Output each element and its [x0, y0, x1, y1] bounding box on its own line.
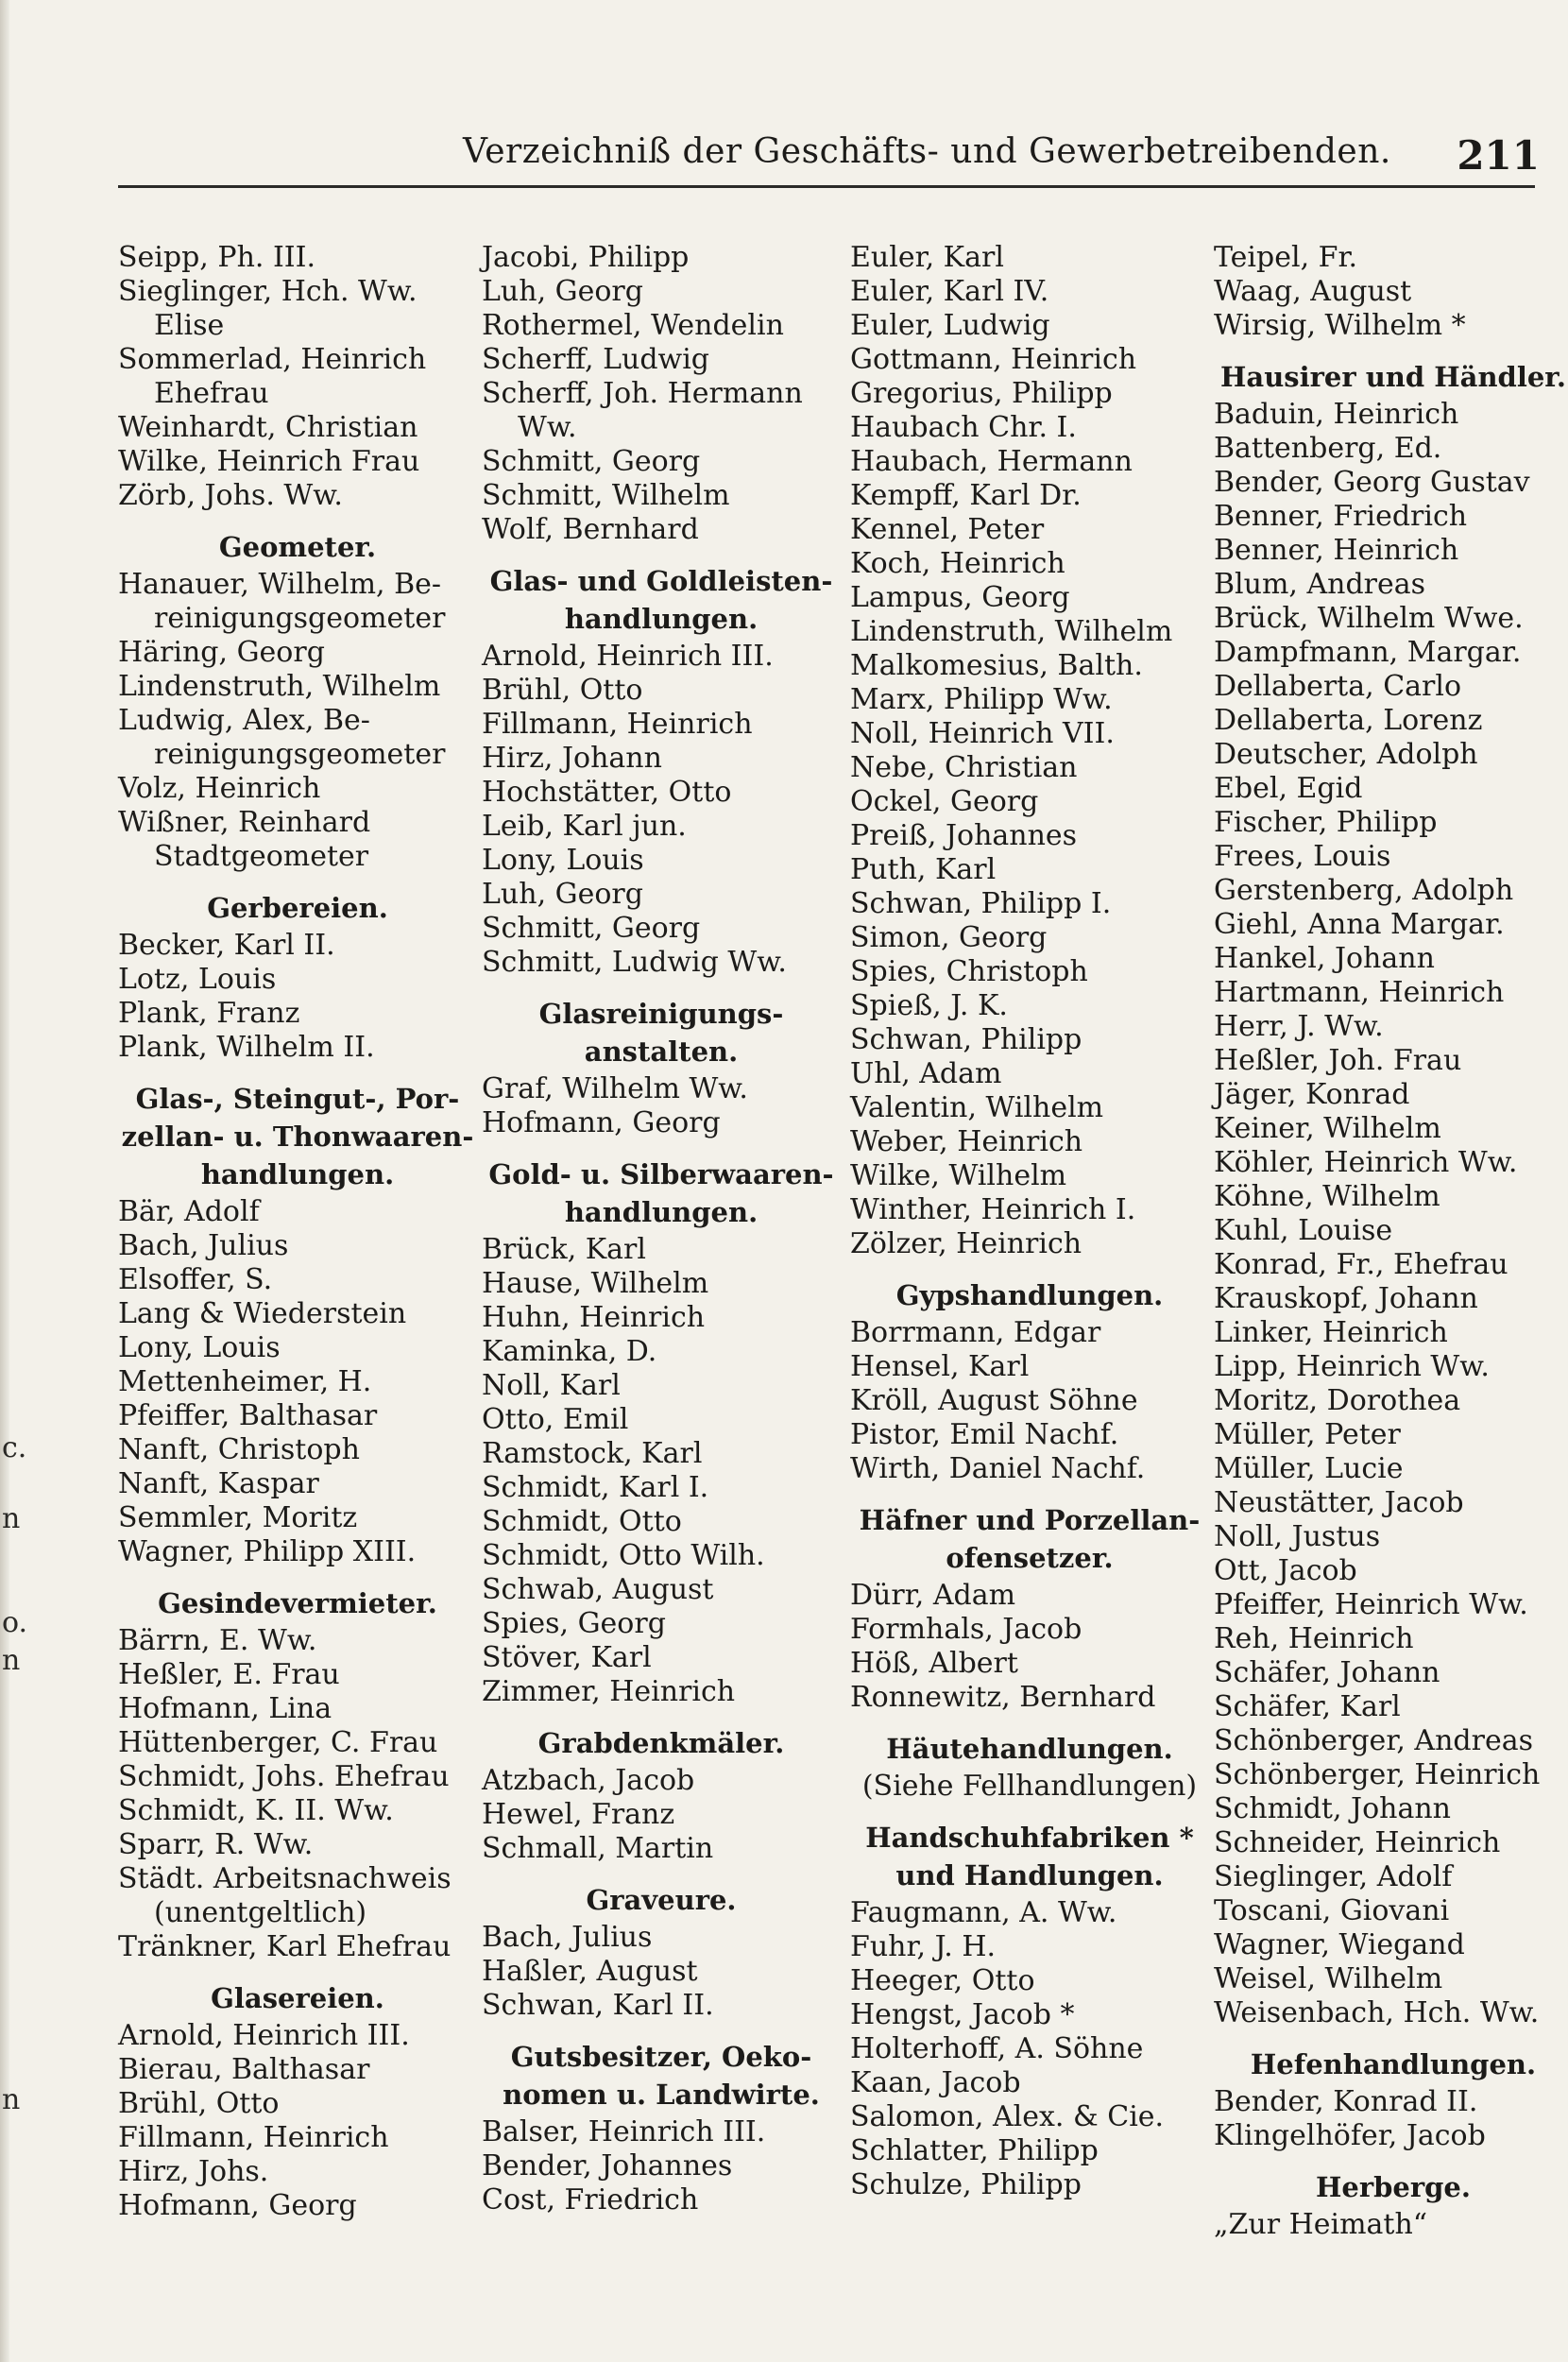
directory-entry: Schwan, Philipp I.: [850, 887, 1112, 920]
directory-entry: Leib, Karl jun.: [482, 810, 687, 843]
directory-entry: Hirz, Johann: [482, 742, 662, 775]
directory-entry: Schmidt, K. II. Ww.: [118, 1794, 394, 1827]
directory-entry: Schönberger, Heinrich: [1214, 1758, 1541, 1791]
category-heading: Grabdenkmäler.: [537, 1727, 785, 1759]
directory-entry: Uhl, Adam: [850, 1057, 1002, 1090]
directory-entry: Tränkner, Karl Ehefrau: [118, 1930, 452, 1963]
directory-entry: Spies, Christoph: [850, 955, 1088, 988]
directory-entry: Simon, Georg: [850, 921, 1048, 954]
directory-entry: Schwan, Philipp: [850, 1023, 1082, 1056]
directory-entry: Brühl, Otto: [482, 674, 643, 707]
directory-entry-continuation: reinigungsgeometer: [154, 738, 446, 771]
category-heading: Hefenhandlungen.: [1250, 2048, 1537, 2080]
directory-entry: Wißner, Reinhard: [118, 806, 371, 839]
directory-entry: Hofmann, Georg: [482, 1106, 721, 1139]
directory-column-3: [850, 241, 1209, 2202]
directory-entry: Lipp, Heinrich Ww.: [1214, 1350, 1490, 1383]
directory-entry: Toscani, Giovani: [1214, 1894, 1450, 1927]
directory-entry: Noll, Heinrich VII.: [850, 717, 1115, 750]
page-number: 211: [1457, 132, 1540, 179]
directory-entry: Sieglinger, Adolf: [1214, 1860, 1453, 1893]
directory-entry: Waag, August: [1214, 275, 1412, 308]
directory-entry: Heßler, E. Frau: [118, 1658, 340, 1691]
category-heading: anstalten.: [584, 1036, 739, 1068]
directory-entry: Schäfer, Karl: [1214, 1690, 1401, 1723]
directory-entry: Benner, Heinrich: [1214, 534, 1459, 567]
directory-entry: Atzbach, Jacob: [482, 1764, 695, 1797]
directory-entry: Otto, Emil: [482, 1403, 629, 1436]
directory-entry: Linker, Heinrich: [1214, 1316, 1448, 1349]
directory-entry: Rothermel, Wendelin: [482, 309, 784, 342]
directory-entry: Bierau, Balthasar: [118, 2053, 370, 2086]
directory-entry: Noll, Justus: [1214, 1520, 1381, 1553]
directory-entry: Weber, Heinrich: [850, 1125, 1083, 1158]
directory-entry: Graf, Wilhelm Ww.: [482, 1072, 748, 1105]
directory-entry: Bach, Julius: [482, 1921, 653, 1954]
directory-entry: Bach, Julius: [118, 1229, 289, 1262]
category-heading: Häfner und Porzellan-: [859, 1504, 1201, 1536]
directory-entry: Gerstenberg, Adolph: [1214, 874, 1514, 907]
directory-column-1: [118, 241, 477, 2223]
directory-entry: Cost, Friedrich: [482, 2183, 699, 2217]
category-heading: Hausirer und Händler.: [1220, 361, 1566, 393]
directory-entry: Fillmann, Heinrich: [482, 708, 753, 741]
directory-entry: Haßler, August: [482, 1955, 698, 1988]
margin-fragment: o.: [2, 1606, 28, 1639]
category-heading: Gypshandlungen.: [895, 1279, 1164, 1311]
directory-entry: Faugmann, A. Ww.: [850, 1896, 1117, 1929]
margin-fragment: n: [2, 1502, 21, 1535]
directory-entry: Brück, Wilhelm Wwe.: [1214, 602, 1524, 635]
directory-entry: Heeger, Otto: [850, 1964, 1035, 1997]
directory-entry: Schwan, Karl II.: [482, 1989, 714, 2022]
directory-entry: Baduin, Heinrich: [1214, 398, 1459, 431]
directory-entry: Euler, Ludwig: [850, 309, 1050, 342]
directory-entry: Pfeiffer, Balthasar: [118, 1399, 378, 1432]
directory-entry: Gottmann, Heinrich: [850, 343, 1137, 376]
directory-entry: Teipel, Fr.: [1214, 241, 1358, 274]
directory-entry: Bär, Adolf: [118, 1195, 260, 1228]
category-heading: Glasreinigungs-: [538, 998, 784, 1030]
directory-entry: Wirsig, Wilhelm *: [1214, 309, 1466, 342]
category-heading: Glasereien.: [211, 1982, 384, 2014]
directory-entry: Schmall, Martin: [482, 1832, 714, 1865]
directory-entry: Kennel, Peter: [850, 513, 1045, 546]
category-heading: Gerbereien.: [207, 892, 388, 924]
directory-entry: Schmidt, Otto: [482, 1505, 682, 1538]
directory-entry: Benner, Friedrich: [1214, 500, 1468, 533]
directory-entry: Herr, J. Ww.: [1214, 1010, 1384, 1043]
directory-entry: Hochstätter, Otto: [482, 776, 732, 809]
directory-entry: Brück, Karl: [482, 1233, 646, 1266]
category-heading: Graveure.: [586, 1884, 737, 1916]
directory-entry: Schmitt, Georg: [482, 912, 701, 945]
directory-entry: Wagner, Wiegand: [1214, 1928, 1465, 1961]
directory-entry: Moritz, Dorothea: [1214, 1384, 1461, 1417]
directory-entry: Häring, Georg: [118, 636, 325, 669]
directory-column-4: [1214, 241, 1568, 2242]
directory-entry: Kaminka, D.: [482, 1335, 657, 1368]
directory-entry: Koch, Heinrich: [850, 547, 1065, 580]
category-heading: handlungen.: [200, 1158, 395, 1190]
directory-entry: Nanft, Kaspar: [118, 1467, 319, 1500]
directory-entry: Schäfer, Johann: [1214, 1656, 1440, 1689]
directory-entry: Schmitt, Ludwig Ww.: [482, 946, 787, 979]
directory-entry: Neustätter, Jacob: [1214, 1486, 1464, 1519]
directory-entry: Bender, Johannes: [482, 2149, 733, 2182]
directory-entry: Volz, Heinrich: [118, 772, 321, 805]
directory-entry: Lony, Louis: [482, 844, 644, 877]
margin-fragment: c.: [2, 1431, 27, 1464]
directory-entry: Luh, Georg: [482, 275, 643, 308]
directory-entry: Malkomesius, Balth.: [850, 649, 1143, 682]
page-header: [463, 132, 1540, 189]
directory-entry: Stöver, Karl: [482, 1641, 652, 1674]
directory-entry: Bärrn, E. Ww.: [118, 1624, 317, 1657]
directory-entry: Bender, Georg Gustav: [1214, 466, 1530, 499]
directory-entry: Spieß, J. K.: [850, 989, 1008, 1022]
margin-fragment: n: [2, 2083, 21, 2116]
category-heading: zellan- u. Thonwaaren-: [121, 1121, 474, 1153]
directory-entry: Semmler, Moritz: [118, 1501, 358, 1534]
category-heading: Häutehandlungen.: [886, 1733, 1173, 1765]
directory-entry: Arnold, Heinrich III.: [118, 2019, 410, 2052]
directory-entry: Dampfmann, Margar.: [1214, 636, 1522, 669]
directory-entry: Zölzer, Heinrich: [850, 1227, 1082, 1260]
directory-entry: Ramstock, Karl: [482, 1437, 703, 1470]
directory-entry: Wagner, Philipp XIII.: [118, 1535, 417, 1568]
directory-entry: Weinhardt, Christian: [118, 411, 418, 444]
directory-entry: Jäger, Konrad: [1214, 1078, 1410, 1111]
directory-entry: Schönberger, Andreas: [1214, 1724, 1533, 1757]
directory-entry: Schmidt, Johann: [1214, 1792, 1451, 1825]
directory-entry: Reh, Heinrich: [1214, 1622, 1414, 1655]
category-heading: Gutsbesitzer, Oeko-: [510, 2041, 812, 2073]
directory-entry: Weisel, Wilhelm: [1214, 1962, 1443, 1995]
directory-entry: Schmidt, Otto Wilh.: [482, 1539, 765, 1572]
directory-entry-continuation: Ehefrau: [154, 377, 269, 410]
directory-entry: Haubach Chr. I.: [850, 411, 1077, 444]
directory-entry: Dellaberta, Carlo: [1214, 670, 1462, 703]
directory-entry: Becker, Karl II.: [118, 929, 335, 962]
directory-entry: Hartmann, Heinrich: [1214, 976, 1505, 1009]
directory-entry: Haubach, Hermann: [850, 445, 1133, 478]
directory-entry: Luh, Georg: [482, 878, 643, 911]
directory-entry: Klingelhöfer, Jacob: [1214, 2119, 1486, 2152]
directory-entry: Balser, Heinrich III.: [482, 2115, 766, 2148]
directory-entry: Hofmann, Georg: [118, 2189, 357, 2222]
directory-entry: Sommerlad, Heinrich: [118, 343, 427, 376]
directory-entry: Müller, Lucie: [1214, 1452, 1404, 1485]
directory-entry: Formhals, Jacob: [850, 1613, 1082, 1646]
directory-entry: Wolf, Bernhard: [482, 513, 699, 546]
header-rule: [118, 185, 1535, 188]
category-heading: Gesindevermieter.: [158, 1587, 437, 1619]
directory-entry: Müller, Peter: [1214, 1418, 1401, 1451]
directory-entry: Scherff, Joh. Hermann: [482, 377, 803, 410]
directory-entry-continuation: (unentgeltlich): [154, 1896, 367, 1929]
directory-entry: Holterhoff, A. Söhne: [850, 2032, 1144, 2065]
directory-entry: Lang & Wiederstein: [118, 1297, 407, 1330]
category-heading: Handschuhfabriken *: [865, 1822, 1194, 1854]
directory-entry: Ludwig, Alex, Be-: [118, 704, 370, 737]
directory-entry: Hofmann, Lina: [118, 1692, 332, 1725]
directory-entry: Kröll, August Söhne: [850, 1384, 1138, 1417]
directory-entry: Plank, Franz: [118, 997, 300, 1030]
directory-entry: Giehl, Anna Margar.: [1214, 908, 1505, 941]
directory-entry: Zimmer, Heinrich: [482, 1675, 736, 1708]
directory-entry: Hankel, Johann: [1214, 942, 1435, 975]
directory-entry: Ronnewitz, Bernhard: [850, 1681, 1156, 1714]
directory-entry: Preiß, Johannes: [850, 819, 1078, 852]
category-heading: nomen u. Landwirte.: [503, 2079, 820, 2111]
directory-entry: Pistor, Emil Nachf.: [850, 1418, 1119, 1451]
directory-entry: Hüttenberger, C. Frau: [118, 1726, 438, 1759]
directory-entry: Schmitt, Wilhelm: [482, 479, 730, 512]
category-heading: handlungen.: [564, 1196, 758, 1228]
directory-entry: Sparr, R. Ww.: [118, 1828, 314, 1861]
directory-entry: Wilke, Heinrich Frau: [118, 445, 420, 478]
category-heading: Gold- u. Silberwaaren-: [488, 1158, 834, 1190]
directory-entry: Schmidt, Karl I.: [482, 1471, 709, 1504]
directory-entry: Hensel, Karl: [850, 1350, 1030, 1383]
directory-entry: Puth, Karl: [850, 853, 997, 886]
directory-entry: Ockel, Georg: [850, 785, 1039, 818]
directory-entry: Schwab, August: [482, 1573, 714, 1606]
directory-entry: Hause, Wilhelm: [482, 1267, 709, 1300]
directory-entry: Pfeiffer, Heinrich Ww.: [1214, 1588, 1528, 1621]
directory-entry: Schlatter, Philipp: [850, 2134, 1099, 2167]
directory-entry: Wirth, Daniel Nachf.: [850, 1452, 1146, 1485]
page-title: Verzeichniß der Geschäfts- und Gewerbetreibenden.: [463, 132, 1391, 171]
directory-entry: Mettenheimer, H.: [118, 1365, 372, 1398]
directory-entry: Euler, Karl IV.: [850, 275, 1049, 308]
directory-entry: Zörb, Johs. Ww.: [118, 479, 343, 512]
directory-entry: Arnold, Heinrich III.: [482, 640, 774, 673]
directory-entry: Blum, Andreas: [1214, 568, 1426, 601]
category-heading: Herberge.: [1316, 2171, 1471, 2203]
directory-entry: Städt. Arbeitsnachweis: [118, 1862, 452, 1895]
directory-entry: Hewel, Franz: [482, 1798, 675, 1831]
directory-entry: Fuhr, J. H.: [850, 1930, 997, 1963]
directory-entry: Schmitt, Georg: [482, 445, 701, 478]
directory-entry: Ebel, Egid: [1214, 772, 1363, 805]
directory-entry: Winther, Heinrich I.: [850, 1193, 1136, 1226]
directory-entry: Battenberg, Ed.: [1214, 432, 1442, 465]
directory-entry: Keiner, Wilhelm: [1214, 1112, 1441, 1145]
directory-entry: Hengst, Jacob *: [850, 1998, 1075, 2031]
directory-entry-continuation: Stadtgeometer: [154, 840, 369, 873]
category-heading: ofensetzer.: [946, 1542, 1114, 1574]
directory-entry: Sieglinger, Hch. Ww.: [118, 275, 418, 308]
directory-entry: Lotz, Louis: [118, 963, 277, 996]
directory-entry: Plank, Wilhelm II.: [118, 1031, 375, 1064]
directory-entry: Lampus, Georg: [850, 581, 1070, 614]
directory-entry: Lindenstruth, Wilhelm: [850, 615, 1173, 648]
directory-entry: Scherff, Ludwig: [482, 343, 710, 376]
directory-entry: Huhn, Heinrich: [482, 1301, 706, 1334]
directory-entry: Seipp, Ph. III.: [118, 241, 316, 274]
directory-entry: Frees, Louis: [1214, 840, 1391, 873]
directory-entry: Köhler, Heinrich Ww.: [1214, 1146, 1518, 1179]
directory-entry: Weisenbach, Hch. Ww.: [1214, 1996, 1540, 2029]
directory-entry: Konrad, Fr., Ehefrau: [1214, 1248, 1508, 1281]
margin-fragment: n: [2, 1644, 21, 1677]
directory-entry: Valentin, Wilhelm: [850, 1091, 1104, 1124]
directory-entry: Höß, Albert: [850, 1647, 1018, 1680]
directory-entry: Köhne, Wilhelm: [1214, 1180, 1440, 1213]
directory-entry: „Zur Heimath“: [1214, 2208, 1428, 2241]
directory-entry: Wilke, Wilhelm: [850, 1159, 1067, 1192]
directory-entry: Brühl, Otto: [118, 2087, 280, 2120]
directory-entry: Lindenstruth, Wilhelm: [118, 670, 441, 703]
directory-entry: Fillmann, Heinrich: [118, 2121, 389, 2154]
category-heading: Glas- und Goldleisten-: [489, 565, 833, 597]
directory-entry: Elsoffer, S.: [118, 1263, 273, 1296]
category-heading: handlungen.: [564, 603, 758, 635]
directory-entry: Noll, Karl: [482, 1369, 621, 1402]
cross-reference-note: (Siehe Fellhandlungen): [861, 1770, 1198, 1803]
directory-entry: Ott, Jacob: [1214, 1554, 1357, 1587]
category-heading: und Handlungen.: [895, 1859, 1164, 1891]
directory-entry-continuation: Elise: [154, 309, 225, 342]
directory-entry: Heßler, Joh. Frau: [1214, 1044, 1462, 1077]
directory-entry-continuation: Ww.: [518, 411, 577, 444]
directory-entry: Krauskopf, Johann: [1214, 1282, 1478, 1315]
directory-column-2: [482, 241, 841, 2217]
directory-entry: Gregorius, Philipp: [850, 377, 1113, 410]
category-heading: Glas-, Steingut-, Por-: [135, 1083, 460, 1115]
directory-entry: Bender, Konrad II.: [1214, 2085, 1478, 2118]
directory-entry: Fischer, Philipp: [1214, 806, 1438, 839]
left-margin-fragments: [0, 0, 38, 2362]
directory-entry: Euler, Karl: [850, 241, 1004, 274]
directory-entry: Kaan, Jacob: [850, 2066, 1021, 2099]
category-heading: Geometer.: [218, 531, 377, 563]
directory-entry: Jacobi, Philipp: [482, 241, 690, 274]
directory-entry: Kempff, Karl Dr.: [850, 479, 1082, 512]
directory-entry: Lony, Louis: [118, 1331, 281, 1364]
directory-entry: Marx, Philipp Ww.: [850, 683, 1113, 716]
directory-entry: Nebe, Christian: [850, 751, 1078, 784]
directory-entry: Schneider, Heinrich: [1214, 1826, 1501, 1859]
directory-entry: Schulze, Philipp: [850, 2168, 1082, 2201]
directory-entry: Hanauer, Wilhelm, Be-: [118, 568, 442, 601]
directory-entry: Salomon, Alex. & Cie.: [850, 2100, 1165, 2133]
directory-entry: Dürr, Adam: [850, 1579, 1016, 1612]
directory-entry: Schmidt, Johs. Ehefrau: [118, 1760, 450, 1793]
directory-entry: Borrmann, Edgar: [850, 1316, 1101, 1349]
directory-entry: Deutscher, Adolph: [1214, 738, 1478, 771]
directory-entry-continuation: reinigungsgeometer: [154, 602, 446, 635]
directory-entry: Hirz, Johs.: [118, 2155, 269, 2188]
directory-entry: Spies, Georg: [482, 1607, 666, 1640]
directory-entry: Nanft, Christoph: [118, 1433, 360, 1466]
directory-entry: Dellaberta, Lorenz: [1214, 704, 1483, 737]
directory-entry: Kuhl, Louise: [1214, 1214, 1393, 1247]
